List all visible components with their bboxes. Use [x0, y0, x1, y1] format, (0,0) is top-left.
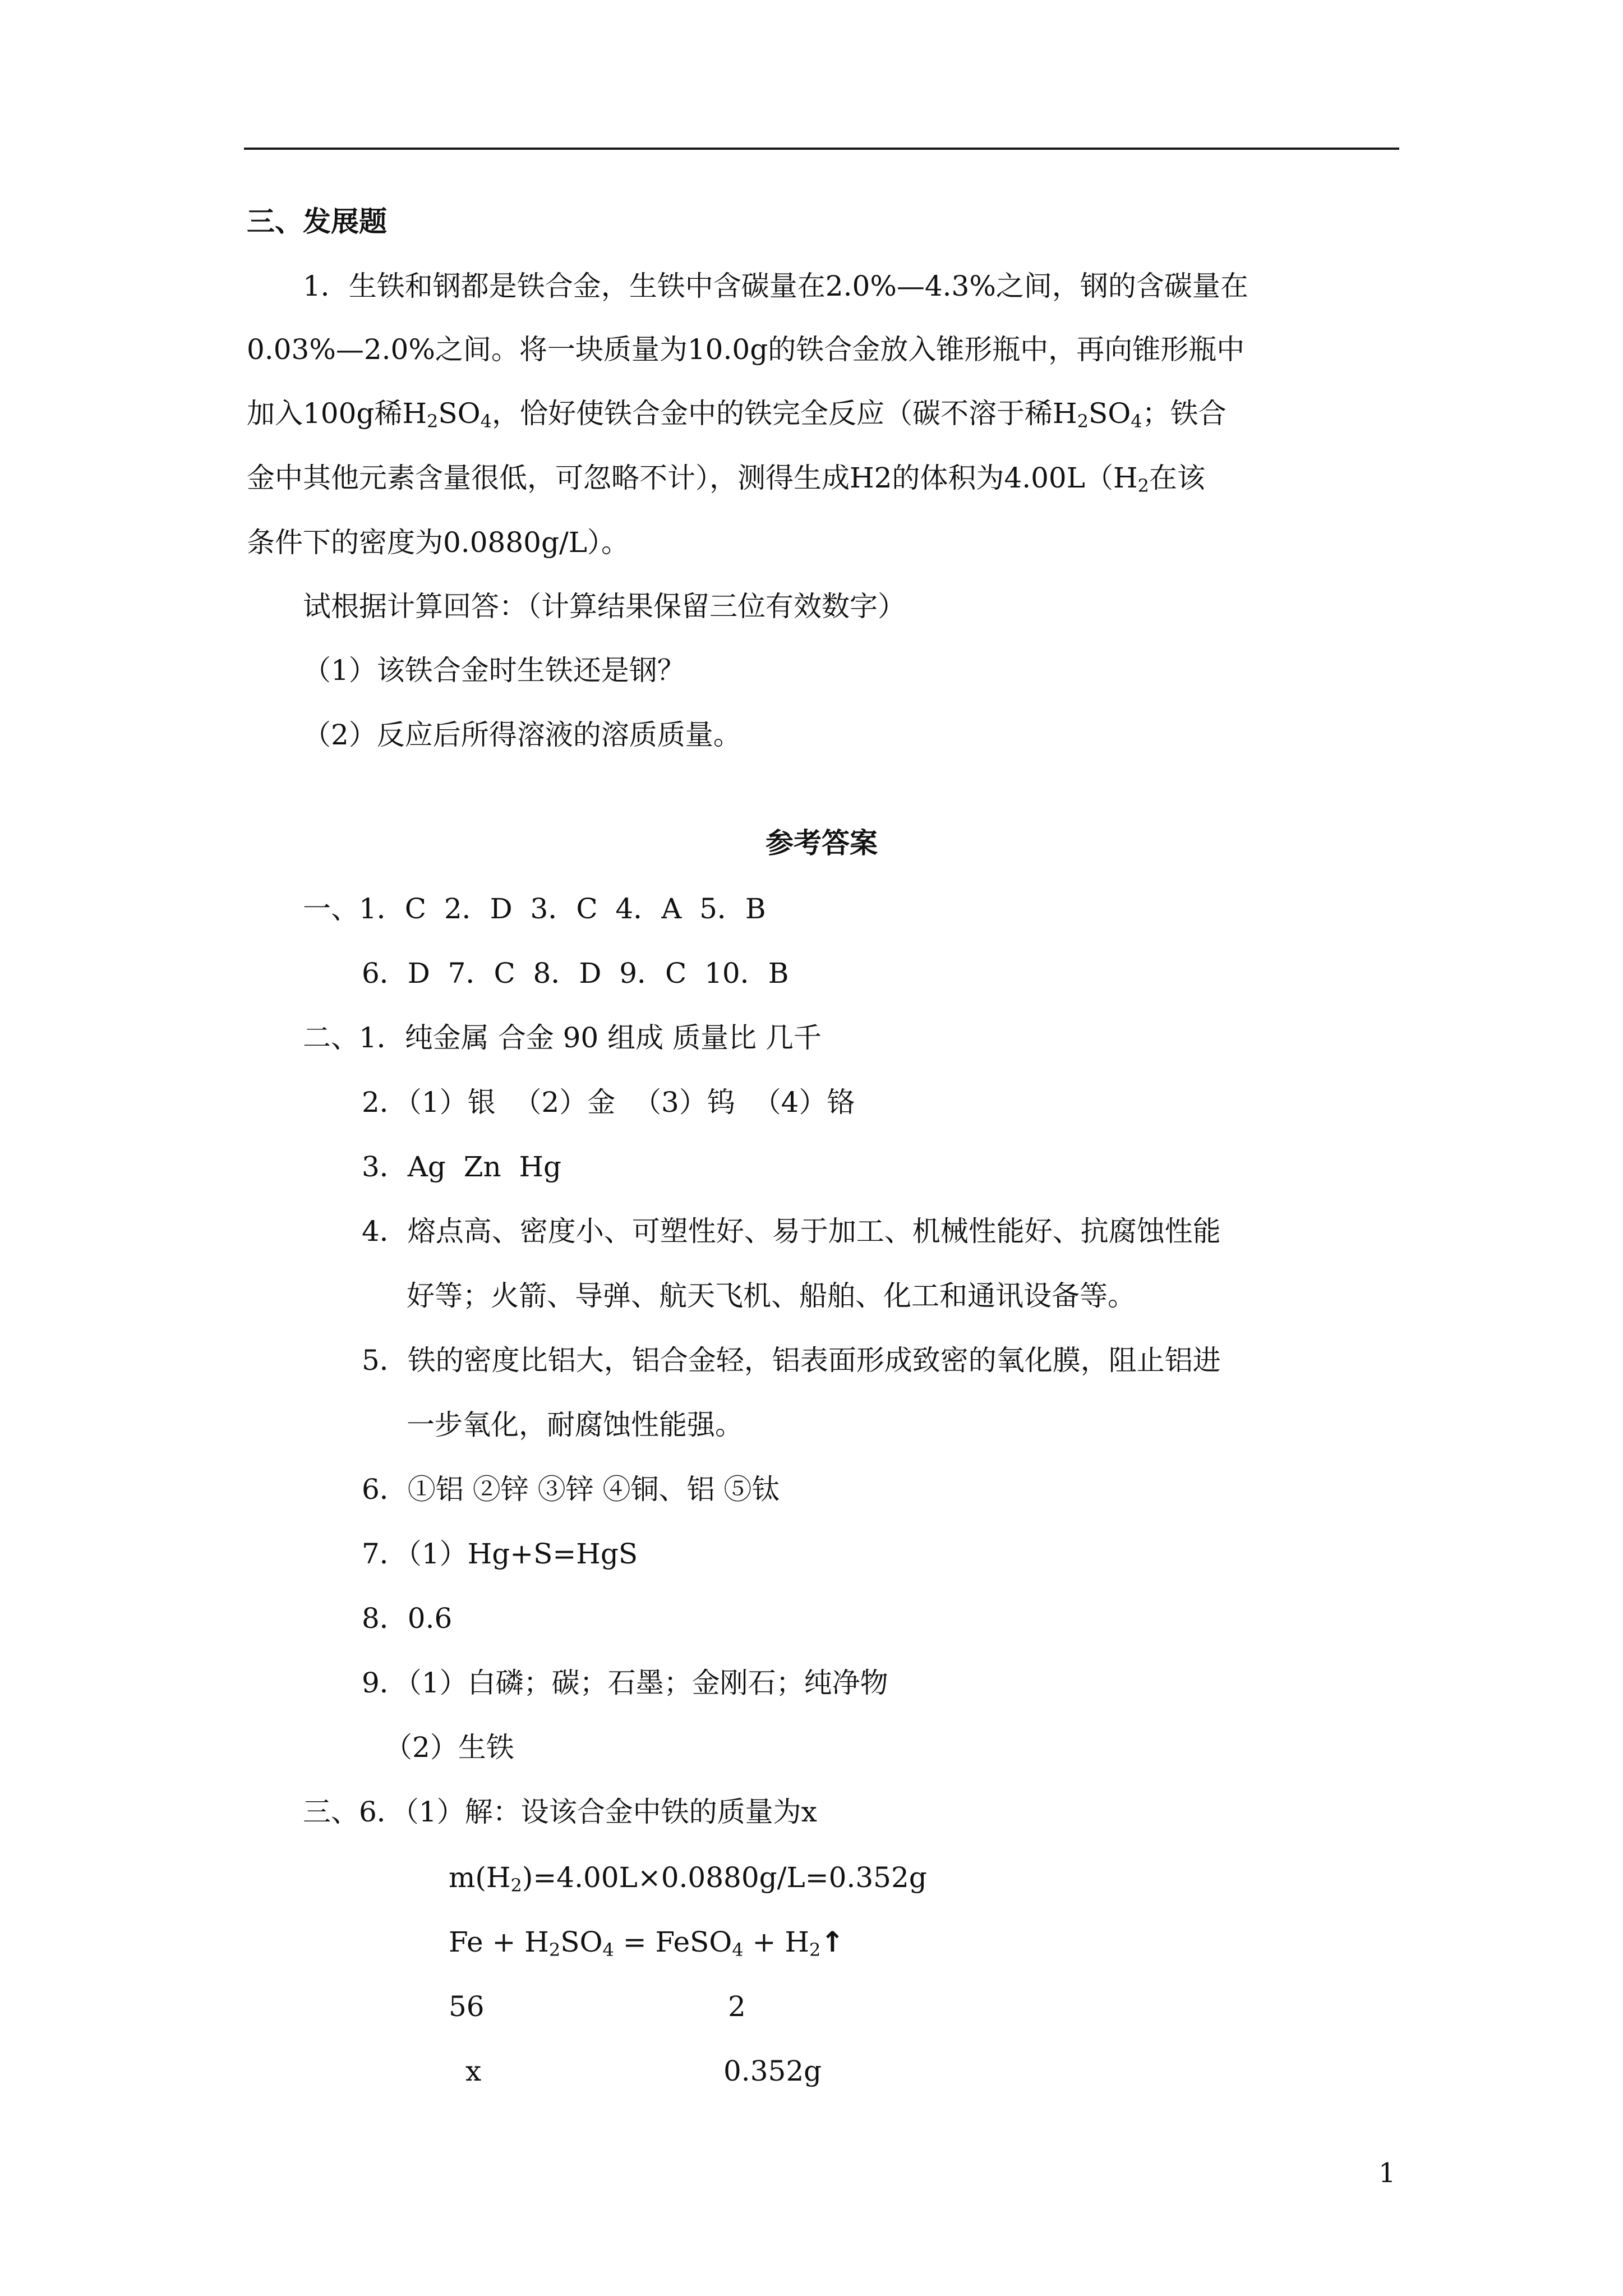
answer-s2-4b: 好等；火箭、导弹、航天飞机、船舶、化工和通讯设备等。	[407, 1280, 1136, 1312]
calc-line-1: $m(H_2)=4.00L\times 0.0880g/L=0.352g$	[449, 1861, 927, 1896]
answer-s1-line-1: 一、1．C 2．D 3．C 4．A 5．B	[303, 892, 766, 925]
page-number: 1	[1378, 2157, 1396, 2189]
header-rule	[244, 148, 1399, 150]
up-arrow-icon: ↑	[820, 1926, 845, 1958]
question-line-5: 条件下的密度为0.0880g/L）。	[247, 526, 630, 559]
ratio-row-2-right: 0.352g	[723, 2055, 822, 2087]
question-part-2: （2）反应后所得溶液的溶质质量。	[303, 719, 741, 751]
answer-s2-7: 7．（1）Hg+S=HgS	[362, 1538, 638, 1570]
question-instruction: 试根据计算回答：（计算结果保留三位有效数字）	[303, 590, 906, 623]
question-line-1: 1．生铁和钢都是铁合金，生铁中含碳量在2.0%—4.3%之间，钢的含碳量在	[303, 270, 1248, 302]
answers-title: 参考答案	[766, 827, 878, 859]
question-line-4: 金中其他元素含量很低，可忽略不计），测得生成H2的体积为$4.00L(H_2$在该	[247, 462, 1205, 496]
question-line-2: 0.03%—2.0%之间。将一块质量为10.0g的铁合金放入锥形瓶中，再向锥形瓶中	[247, 333, 1245, 366]
ratio-row-2-left: x	[465, 2055, 482, 2087]
answer-s2-5b: 一步氧化，耐腐蚀性能强。	[407, 1409, 743, 1441]
answer-s2-2: 2．（1）银 （2）金 （3）钨 （4）铬	[362, 1086, 855, 1119]
section-title: 三、发展题	[247, 205, 387, 238]
answer-s2-6: 6．①铝 ②锌 ③锌 ④铜、铝 ⑤钛	[362, 1473, 780, 1506]
ratio-row-1-right: 2	[728, 1990, 746, 2023]
answer-s2-9a: 9．（1）白磷；碳；石墨；金刚石；纯净物	[362, 1667, 888, 1699]
answer-s2-8: 8．0.6	[362, 1602, 453, 1635]
answer-s2-3: 3．Ag Zn Hg	[362, 1151, 562, 1183]
answer-s3-1: 三、6．（1）解：设该合金中铁的质量为x	[303, 1796, 817, 1828]
answer-s2-5a: 5．铁的密度比铝大，铝合金轻，铝表面形成致密的氧化膜，阻止铝进	[362, 1344, 1221, 1377]
ratio-row-1-left: 56	[449, 1990, 485, 2023]
chemical-equation: $Fe + H_2SO_4$ = FeSO$_4$ + $H_2↑$	[449, 1926, 845, 1961]
answer-s2-9b: （2）生铁	[384, 1731, 514, 1764]
question-line-3: 加入100g稀$H_2SO_4$，恰好使铁合金中的铁完全反应（碳不溶于稀$H_2SO_4$；铁合	[247, 397, 1227, 432]
answer-s2-1: 二、1．纯金属 合金 90 组成 质量比 几千	[303, 1022, 822, 1054]
answer-s1-line-2: 6．D 7．C 8．D 9．C 10．B	[362, 957, 789, 990]
question-part-1: （1）该铁合金时生铁还是钢？	[303, 654, 685, 687]
answer-s2-4a: 4．熔点高、密度小、可塑性好、易于加工、机械性能好、抗腐蚀性能	[362, 1215, 1221, 1248]
